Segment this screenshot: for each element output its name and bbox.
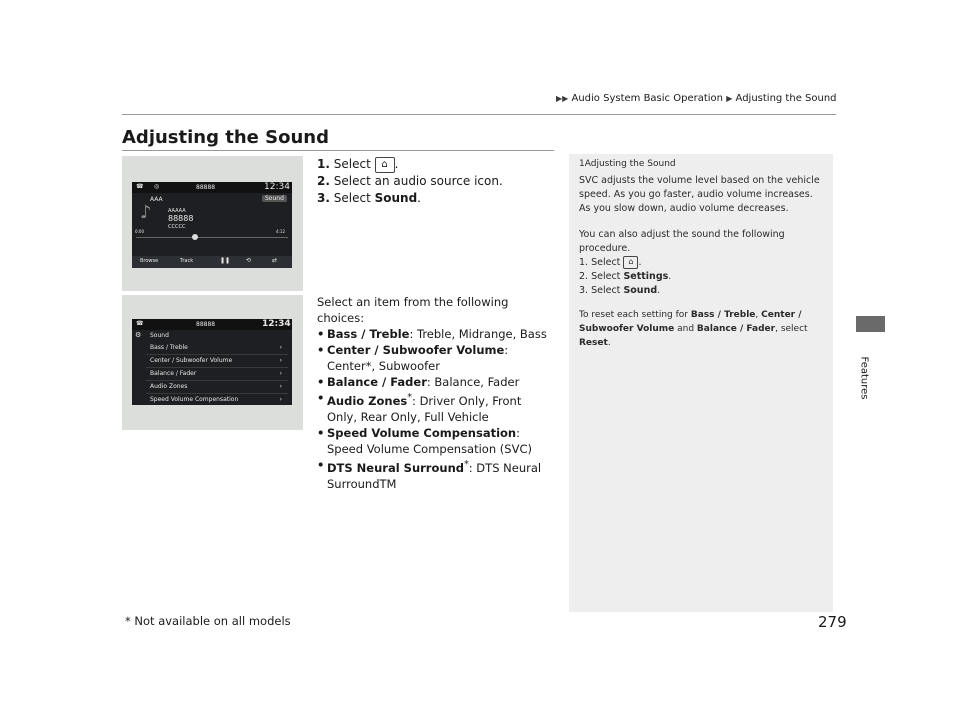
- note-p1: SVC adjusts the volume level based on the vehicle speed. As you go faster, audio volume increases. As you slow down, audio volume decreases.: [579, 175, 820, 214]
- page-title: Adjusting the Sound: [122, 127, 329, 148]
- choices-intro: Select an item from the following choices:: [317, 295, 509, 325]
- note-p2: You can also adjust the sound the following procedure.: [579, 229, 785, 254]
- chevron-right-icon: ›: [279, 344, 282, 351]
- track-line-1: AAAAA: [168, 208, 186, 214]
- breadcrumb-current: Adjusting the Sound: [735, 93, 837, 104]
- home-icon: ⌂: [623, 256, 638, 269]
- choice-audio-zones: • Audio Zones*: Driver Only, Front Only, Rear Only, Full Vehicle: [317, 390, 551, 425]
- note-panel: [569, 154, 833, 612]
- repeat-icon[interactable]: ⟲: [246, 257, 252, 264]
- gear-icon: ⚙: [135, 331, 142, 339]
- station-text: 88888: [196, 321, 216, 328]
- sound-header: Sound: [150, 332, 169, 339]
- menu-item-svc[interactable]: Speed Volume Compensation ›: [146, 394, 288, 405]
- browse-button[interactable]: Browse: [140, 258, 159, 264]
- sound-settings-screen: [132, 319, 292, 405]
- menu-item-center-subwoofer[interactable]: Center / Subwoofer Volume ›: [146, 355, 288, 368]
- choice-svc: • Speed Volume Compensation: Speed Volume Compensation (SVC): [317, 425, 551, 457]
- station-text: 88888: [196, 184, 216, 191]
- phone-icon: ☎: [136, 183, 144, 190]
- page-number: 279: [818, 613, 847, 631]
- screenshot-panel-1: [122, 156, 303, 291]
- steps: [317, 156, 547, 207]
- breadcrumb-parent: Audio System Basic Operation: [571, 93, 723, 104]
- sidebar-label: Features: [858, 356, 870, 400]
- clock: 12:34: [264, 182, 290, 192]
- step-1: 1. Select ⌂ .: [317, 157, 399, 171]
- note-heading: 1Adjusting the Sound: [579, 159, 676, 169]
- progress-knob[interactable]: [192, 234, 198, 240]
- chevron-right-icon: ›: [279, 357, 282, 364]
- breadcrumb: [556, 93, 836, 104]
- nav-icon: ◎: [154, 183, 160, 190]
- choice-balance-fader: • Balance / Fader: Balance, Fader: [317, 374, 551, 390]
- settings-list: [146, 342, 288, 405]
- note-marker-icon: 1: [579, 159, 585, 169]
- track-line-3: CCCCC: [168, 224, 186, 230]
- section-tab: [856, 316, 885, 332]
- menu-item-bass-treble[interactable]: Bass / Treble ›: [146, 342, 288, 355]
- sound-button[interactable]: Sound: [262, 195, 287, 202]
- menu-item-audio-zones[interactable]: Audio Zones ›: [146, 381, 288, 394]
- double-arrow-icon: ▶▶: [556, 94, 569, 103]
- chevron-right-icon: ›: [279, 370, 282, 377]
- arrow-icon: ▶: [726, 94, 733, 103]
- source-label: AAA: [150, 196, 163, 203]
- footnote: * Not available on all models: [125, 614, 291, 628]
- pause-icon[interactable]: ❚❚: [220, 257, 231, 264]
- note-content: [579, 157, 825, 350]
- header-rule: [122, 114, 836, 115]
- time-elapsed: 0:00: [135, 229, 144, 234]
- step-3: 3. Select Sound.: [317, 191, 421, 205]
- home-icon: ⌂: [375, 157, 395, 173]
- progress-bar[interactable]: [136, 237, 288, 238]
- audio-screen: [132, 182, 292, 268]
- note-step-2: 2. Select Settings.: [579, 271, 672, 282]
- phone-icon: ☎: [136, 320, 144, 327]
- title-rule: [122, 150, 554, 151]
- track-line-2: 88888: [168, 214, 194, 223]
- choices: [317, 294, 551, 492]
- screenshot-panel-2: [122, 295, 303, 430]
- note-step-1: 1. Select ⌂ .: [579, 257, 642, 268]
- note-step-3: 3. Select Sound.: [579, 285, 661, 296]
- step-2: 2. Select an audio source icon.: [317, 174, 503, 188]
- music-note-icon: ♪: [140, 202, 152, 223]
- clock: 12:34: [262, 319, 291, 329]
- menu-item-balance-fader[interactable]: Balance / Fader ›: [146, 368, 288, 381]
- shuffle-icon[interactable]: ⇄: [272, 257, 278, 264]
- choice-dts: • DTS Neural Surround*: DTS Neural SurroundTM: [317, 457, 551, 492]
- chevron-right-icon: ›: [279, 383, 282, 390]
- chevron-right-icon: ›: [279, 396, 282, 403]
- track-button[interactable]: Track: [180, 258, 194, 264]
- choice-center-subwoofer: • Center / Subwoofer Volume: Center*, Subwoofer: [317, 342, 551, 374]
- choice-bass-treble: • Bass / Treble: Treble, Midrange, Bass: [317, 326, 551, 342]
- note-p3: To reset each setting for Bass / Treble, Center / Subwoofer Volume and Balance / Fader, select Reset.: [579, 310, 808, 348]
- time-total: 4:12: [276, 229, 285, 234]
